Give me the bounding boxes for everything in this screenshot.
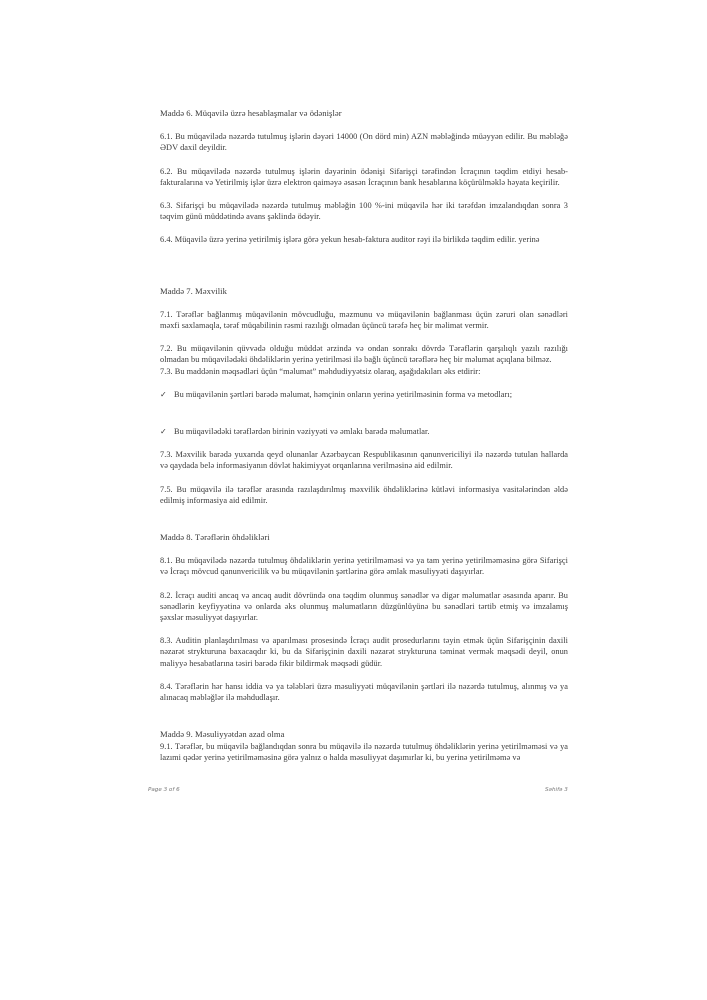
- clause-7-3: 7.3. Bu maddənin məqsədləri üçün “məlumat” məhdudiyyətsiz olaraq, aşağıdakıları əks etdirir:: [160, 366, 481, 376]
- page-number-az: Səhifə 3: [545, 787, 568, 793]
- clause-8-3: 8.3. Auditin planlaşdırılması və aparılması prosesində İcraçı audit prosedurlarını təyin etmək üçün Sifarişçinin daxili nəzarət strykturuna baxacaqdır ki, bu da Sifarişçinin daxili nəzarət strykturuna təminat vermək məqsədi deyil, onun maliyyə hesabatlarına təsiri barədə fikir bildirmək məqsədi güdür.: [160, 636, 568, 668]
- clause-9-1: 9.1. Tərəflər, bu müqavilə bağlandıqdan sonra bu müqavilə ilə nəzərdə tutulmuş öhdəliklərin yerinə yetirilməməsi və ya lazımi qədər yerinə yetirilməməsinə görə yalnız o halda məsuliyyət daşımırlar ki, bu yerinə yetirilməmə və: [160, 741, 568, 762]
- section-6-title: Maddə 6. Müqavilə üzrə hesablaşmalar və ödənişlər: [160, 108, 342, 118]
- page-number-en: Page 3 of 6: [148, 787, 180, 793]
- clause-8-2: 8.2. İcraçı auditi ancaq və ancaq audit dövründə ona təqdim olunmuş sənədlər və digər məlumatlar əsasında aparır. Bu sənədlərin keyfiyyətinə və onlarda əks olunmuş məlumatların düzgünlüyünə bu sənədləri tərtib etmiş və imzalamış şəxslər məsuliyyət daşıyırlar.: [160, 590, 568, 623]
- checkmark-icon: ✓: [160, 389, 167, 399]
- clause-6-3: 6.3. Sifarişçi bu müqavilədə nəzərdə tutulmuş məbləğin 100 %-ini müqavilə hər iki tərəfdən imzalandıqdan sonra 3 təqvim günü müddətində avans şəklində ödəyir.: [160, 201, 568, 222]
- bullet-text: Bu müqavilədəki tərəflərdən birinin vəziyyəti və əmlakı barədə məlumatlar.: [174, 427, 430, 437]
- clause-7-1: 7.1. Tərəflər bağlanmış müqavilənin mövcudluğu, məzmunu və müqavilənin bağlanması üçün zəruri olan sənədləri məxfi saxlamaqla, tərəf müqabilinin rəsmi razılığı olmadan üçüncü tərəfə heç bir məlimat vermir.: [160, 309, 568, 331]
- clause-7-5: 7.5. Bu müqavilə ilə tərəflər arasında razılaşdırılmış məxvilik öhdəliklərinə kütləvi informasiya vasitələrindən əldə edilmiş informasiya aid edilmir.: [160, 484, 568, 505]
- section-9-title: Maddə 9. Məsuliyyətdən azad olma: [160, 729, 285, 740]
- clause-6-2: 6.2. Bu müqavilədə nəzərdə tutulmuş işlərin dəyərinin ödənişi Sifarişçi tərəfindən İcraçının təqdim etdiyi hesab-fakturalarına və Yetirilmiş işlər üzrə elektron qaiməyə əsasən İcraçının bank hesablarına köçürülməklə həyata keçirilir.: [160, 166, 568, 187]
- document-body: [160, 108, 568, 775]
- bullet-item: [160, 426, 568, 437]
- clause-8-1: 8.1. Bu müqavilədə nəzərdə tutulmuş öhdəliklərin yerinə yetirilməməsi və ya tam yerinə yetirilməməsinə görə Sifarişçi və İcraçı mövcud qanunvericilik və bu müqavilənin şərtlərinə görə əmlak məsuliyyəti daşıyırlar.: [160, 556, 568, 577]
- clause-8-4: 8.4. Tərəflərin hər hansı iddia və ya tələbləri üzrə məsuliyyəti müqavilənin şərtləri ilə nəzərdə tutulmuş, alınmış və ya alınacaq məbləğlər ilə məhdudlaşır.: [160, 681, 568, 703]
- clause-7-4: 7.3. Məxvilik barədə yuxarıda qeyd olunanlar Azərbaycan Respublikasının qanunvericiliyi ilə nəzərdə tutulan hallarda və qaydada belə informasiyanın dövlət hakimiyyət orqanlarına verilməsinə aid edilmir.: [160, 450, 568, 471]
- checkmark-icon: ✓: [160, 427, 167, 437]
- section-7-title: Maddə 7. Məxvilik: [160, 285, 227, 296]
- clause-6-1: 6.1. Bu müqavilədə nəzərdə tutulmuş işlərin dəyəri 14000 (On dörd min) AZN məbləğində müəyyən edilir. Bu məbləğə ƏDV daxil deyildir.: [160, 132, 568, 153]
- clause-7-2: 7.2. Bu müqavilənin qüvvədə olduğu müddət ərzində və ondan sonrakı dövrdə Tərəflərin qarşılıqlı yazılı razılığı olmadan bu müqavilədəki öhdəliklərin yerinə yetirilməsi ilə bağlı üçüncü tərəflərə heç bir məlumat açıqlana bilməz.: [160, 344, 568, 365]
- bullet-item: [160, 389, 568, 400]
- bullet-text: Bu müqavilənin şərtləri barədə məlumat, həmçinin onların yerinə yetirilməsinin forma və metodları;: [174, 389, 513, 399]
- section-8-title: Maddə 8. Tərəflərin öhdəlikləri: [160, 532, 270, 543]
- clause-6-4: 6.4. Müqavilə üzrə yerinə yetirilmiş işlərə görə yekun hesab-faktura auditor rəyi ilə birlikdə təqdim edilir. yerinə: [160, 235, 540, 245]
